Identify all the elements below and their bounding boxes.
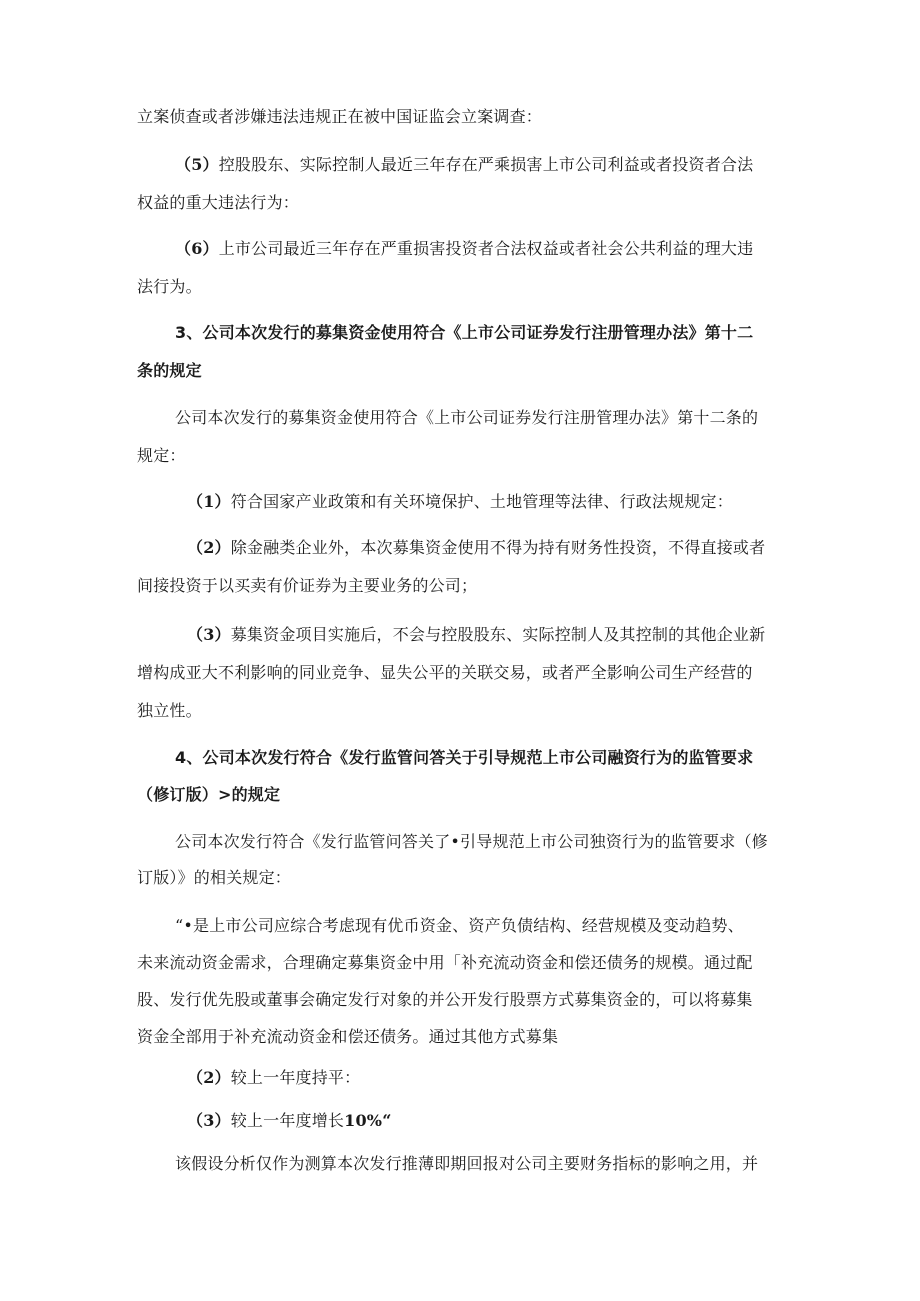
list-text: 较上一年度持平： (230, 1068, 361, 1087)
paragraph-line: 订版）》的相关规定： (137, 868, 292, 887)
list-item-6 (175, 239, 753, 259)
list-text: 除金融类企业外，本次募集资金使用不得为持有财务性投资，不得直接或者 (230, 538, 766, 557)
quote-line: 未来流动资金需求，合理确定募集资金中用「补充流动资金和偿还债务的规模。通过配 (137, 953, 753, 972)
list-item-5 (175, 155, 753, 175)
paragraph-line: 立案侦查或者涉嫌违法违规正在被中国证监会立案调查： (137, 107, 543, 126)
list-item-3 (187, 625, 765, 645)
quote-line: 股、发行优先股或董事会确定发行对象的并公开发行股票方式募集资金的，可以将募集 (137, 990, 753, 1009)
list-number: （6） (175, 239, 219, 258)
paragraph-line: 法行为。 (137, 277, 202, 296)
quote-line: 资金全部用于补充流动资金和偿还债务。通过其他方式募集 (137, 1027, 559, 1046)
list-text: 符合国家产业政策和有关环境保护、土地管理等法律、行政法规规定： (230, 492, 733, 511)
paragraph-line: 公司本次发行符合《发行监管问答关了•引导规范上市公司独资行为的监管要求（修 (175, 832, 768, 851)
section-heading-4: 4、公司本次发行符合《发行监管问答关于引导规范上市公司融资行为的监管要求 (175, 748, 754, 767)
list-text: 募集资金项目实施后，不会与控股股东、实际控制人及其控制的其他企业新 (230, 625, 766, 644)
quote-line: “•是上市公司应综合考虑现有优币资金、资产负债结构、经营规模及变动趋势、 (175, 916, 744, 935)
list-number: （3） (187, 1111, 231, 1130)
paragraph-line: 增构成亚大不利影响的同业竞争、显失公平的关联交易，或者严全影响公司生产经营的 (137, 663, 753, 682)
paragraph-line: 独立性。 (137, 701, 202, 720)
list-number: （2） (187, 1068, 231, 1087)
list-text: 上市公司最近三年存在严重损害投资者合法权益或者社会公共利益的理大违 (218, 239, 754, 258)
list-item-2 (187, 538, 765, 558)
section-heading-4-cont: （修订版）>的规定 (137, 785, 281, 804)
list-text: 较上一年度增长 (230, 1111, 345, 1130)
paragraph-line: 该假设分析仅作为测算本次发行推薄即期回报对公司主要财务指标的影响之用，并 (175, 1154, 759, 1173)
list-number: （2） (187, 538, 231, 557)
paragraph-line: 规定： (137, 446, 186, 465)
list-item-2b (187, 1068, 360, 1088)
paragraph-line: 公司本次发行的募集资金使用符合《上市公司证券发行注册管理办法》第十二条的 (175, 408, 759, 427)
section-heading-3-cont: 条的规定 (137, 361, 202, 380)
paragraph-line: 权益的重大违法行为： (137, 193, 300, 212)
list-item-3b (187, 1111, 392, 1131)
list-item-1 (187, 492, 733, 512)
list-text: 控股股东、实际控制人最近三年存在严乘损害上市公司利益或者投资者合法 (218, 155, 754, 174)
growth-value: 10%“ (344, 1111, 392, 1130)
list-number: （3） (187, 625, 231, 644)
list-number: （5） (175, 155, 219, 174)
section-heading-3: 3、公司本次发行的募集资金使用符合《上市公司证券发行注册管理办法》第十二 (175, 323, 754, 342)
paragraph-line: 间接投资于以买卖有价证券为主要业务的公司； (137, 576, 478, 595)
list-number: （1） (187, 492, 231, 511)
